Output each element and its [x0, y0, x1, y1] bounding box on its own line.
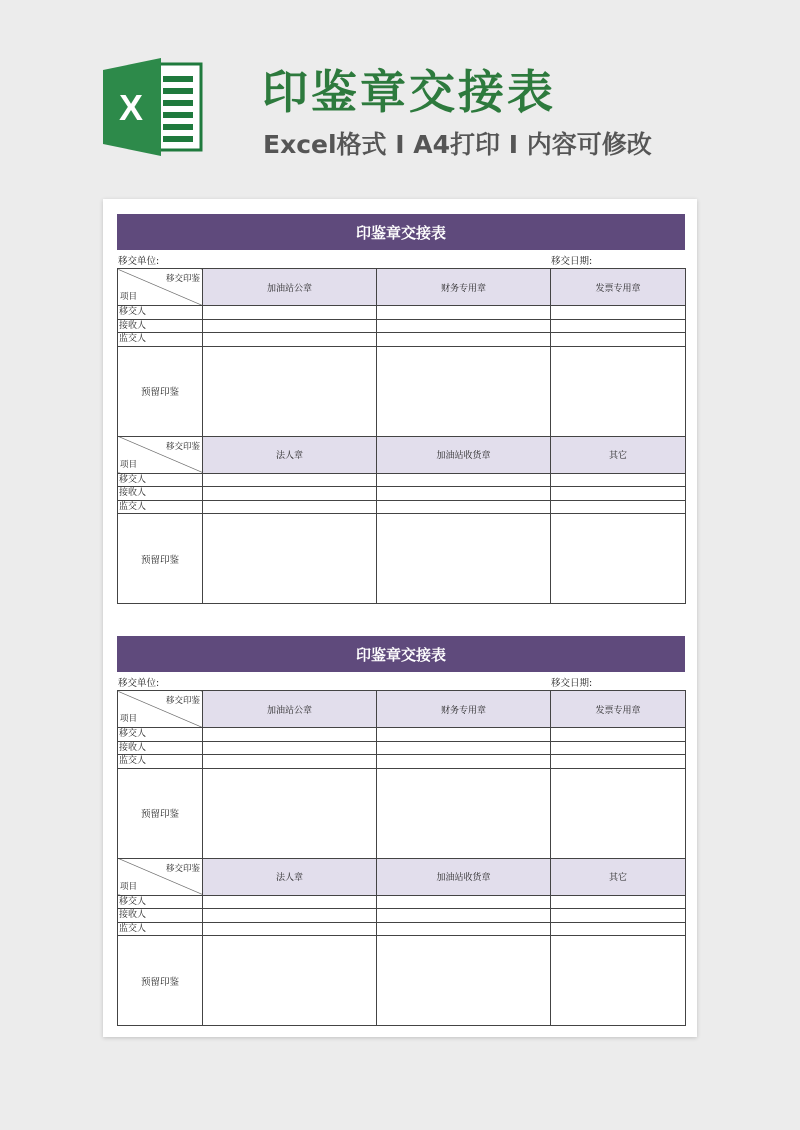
- page-subtitle: Excel格式 I A4打印 I 内容可修改: [263, 130, 652, 159]
- input-cell[interactable]: [203, 922, 377, 936]
- seal-cell[interactable]: [551, 514, 686, 604]
- unit-label: 移交单位:: [118, 678, 160, 689]
- input-cell[interactable]: [551, 500, 686, 514]
- diag-bottom-label: 项目: [120, 292, 138, 302]
- seal-cell[interactable]: [203, 514, 377, 604]
- diag-top-label: 移交印鉴: [165, 274, 200, 284]
- input-cell[interactable]: [203, 909, 377, 923]
- table-row: [118, 487, 686, 501]
- input-cell[interactable]: [203, 755, 377, 769]
- input-cell[interactable]: [377, 473, 551, 487]
- row-label: 移交人: [118, 895, 203, 909]
- column-header: 发票专用章: [551, 269, 686, 306]
- input-cell[interactable]: [203, 319, 377, 333]
- column-header: 加油站公章: [203, 691, 377, 728]
- seal-cell[interactable]: [203, 936, 377, 1026]
- seal-cell[interactable]: [203, 346, 377, 436]
- seal-cell[interactable]: [551, 936, 686, 1026]
- row-label: 移交人: [118, 473, 203, 487]
- diagonal-header-cell: [118, 691, 203, 728]
- column-header: 法人章: [203, 436, 377, 473]
- table-row: [118, 741, 686, 755]
- diag-bottom-label: 项目: [120, 459, 138, 470]
- date-label: 移交日期:: [551, 678, 593, 689]
- input-cell[interactable]: [377, 755, 551, 769]
- seal-cell[interactable]: [377, 768, 551, 858]
- input-cell[interactable]: [203, 895, 377, 909]
- diag-top-label: 移交印鉴: [165, 696, 200, 706]
- handover-form-1: [117, 214, 685, 604]
- table-row: [118, 473, 686, 487]
- handover-table: [117, 268, 686, 604]
- seal-row: [118, 346, 686, 436]
- input-cell[interactable]: [377, 922, 551, 936]
- table-row: [118, 755, 686, 769]
- diagonal-header-cell: [118, 269, 203, 306]
- seal-row: [118, 514, 686, 604]
- row-label: 移交人: [118, 728, 203, 742]
- seal-cell[interactable]: [377, 346, 551, 436]
- row-label: 接收人: [118, 487, 203, 501]
- diag-bottom-label: 项目: [120, 881, 138, 892]
- row-label: 监交人: [118, 500, 203, 514]
- column-header: 其它: [551, 436, 686, 473]
- column-header: 发票专用章: [551, 691, 686, 728]
- input-cell[interactable]: [377, 909, 551, 923]
- unit-label: 移交单位:: [118, 256, 160, 267]
- input-cell[interactable]: [551, 741, 686, 755]
- seal-cell[interactable]: [377, 936, 551, 1026]
- seal-label: 预留印鉴: [118, 936, 203, 1026]
- seal-row: [118, 936, 686, 1026]
- column-header: 法人章: [203, 858, 377, 895]
- input-cell[interactable]: [377, 306, 551, 320]
- input-cell[interactable]: [377, 319, 551, 333]
- handover-form-2: [117, 636, 685, 1026]
- input-cell[interactable]: [551, 728, 686, 742]
- row-label: 接收人: [118, 319, 203, 333]
- input-cell[interactable]: [551, 895, 686, 909]
- diag-top-label: 移交印鉴: [165, 863, 200, 874]
- row-label: 接收人: [118, 741, 203, 755]
- row-label: 移交人: [118, 306, 203, 320]
- input-cell[interactable]: [551, 922, 686, 936]
- input-cell[interactable]: [551, 755, 686, 769]
- form-title: 印鉴章交接表: [117, 636, 685, 672]
- column-header: 加油站公章: [203, 269, 377, 306]
- table-header-row: [118, 436, 686, 473]
- input-cell[interactable]: [203, 306, 377, 320]
- input-cell[interactable]: [203, 741, 377, 755]
- input-cell[interactable]: [203, 333, 377, 347]
- input-cell[interactable]: [551, 909, 686, 923]
- input-cell[interactable]: [551, 319, 686, 333]
- table-row: [118, 306, 686, 320]
- page-title: 印鉴章交接表: [262, 65, 556, 119]
- table-row: [118, 500, 686, 514]
- meta-row: [117, 672, 685, 690]
- row-label: 接收人: [118, 909, 203, 923]
- date-label: 移交日期:: [551, 256, 593, 267]
- table-row: [118, 728, 686, 742]
- seal-row: [118, 768, 686, 858]
- input-cell[interactable]: [203, 487, 377, 501]
- input-cell[interactable]: [377, 895, 551, 909]
- row-label: 监交人: [118, 755, 203, 769]
- seal-label: 预留印鉴: [118, 346, 203, 436]
- column-header: 加油站收货章: [377, 858, 551, 895]
- table-header-row: [118, 691, 686, 728]
- seal-label: 预留印鉴: [118, 514, 203, 604]
- table-header-row: [118, 269, 686, 306]
- seal-cell[interactable]: [551, 768, 686, 858]
- input-cell[interactable]: [377, 728, 551, 742]
- column-header: 财务专用章: [377, 269, 551, 306]
- diagonal-header-cell: [118, 858, 203, 895]
- document-paper: [103, 199, 697, 1037]
- input-cell[interactable]: [377, 333, 551, 347]
- input-cell[interactable]: [203, 473, 377, 487]
- row-label: 监交人: [118, 333, 203, 347]
- column-header: 加油站收货章: [377, 436, 551, 473]
- input-cell[interactable]: [551, 306, 686, 320]
- input-cell[interactable]: [551, 333, 686, 347]
- diagonal-header-cell: [118, 436, 203, 473]
- seal-cell[interactable]: [551, 346, 686, 436]
- table-row: [118, 922, 686, 936]
- table-row: [118, 895, 686, 909]
- diag-bottom-label: 项目: [120, 714, 138, 724]
- form-title: 印鉴章交接表: [117, 214, 685, 250]
- input-cell[interactable]: [377, 487, 551, 501]
- input-cell[interactable]: [377, 741, 551, 755]
- input-cell[interactable]: [203, 728, 377, 742]
- input-cell[interactable]: [203, 500, 377, 514]
- seal-label: 预留印鉴: [118, 768, 203, 858]
- column-header: 其它: [551, 858, 686, 895]
- input-cell[interactable]: [377, 500, 551, 514]
- input-cell[interactable]: [551, 487, 686, 501]
- excel-logo-icon: [103, 58, 203, 156]
- table-row: [118, 319, 686, 333]
- meta-row: [117, 250, 685, 268]
- diag-top-label: 移交印鉴: [165, 441, 200, 452]
- handover-table: [117, 690, 686, 1026]
- table-row: [118, 333, 686, 347]
- excel-logo-letter: X: [118, 87, 144, 128]
- table-header-row: [118, 858, 686, 895]
- input-cell[interactable]: [551, 473, 686, 487]
- row-label: 监交人: [118, 922, 203, 936]
- seal-cell[interactable]: [377, 514, 551, 604]
- column-header: 财务专用章: [377, 691, 551, 728]
- seal-cell[interactable]: [203, 768, 377, 858]
- table-row: [118, 909, 686, 923]
